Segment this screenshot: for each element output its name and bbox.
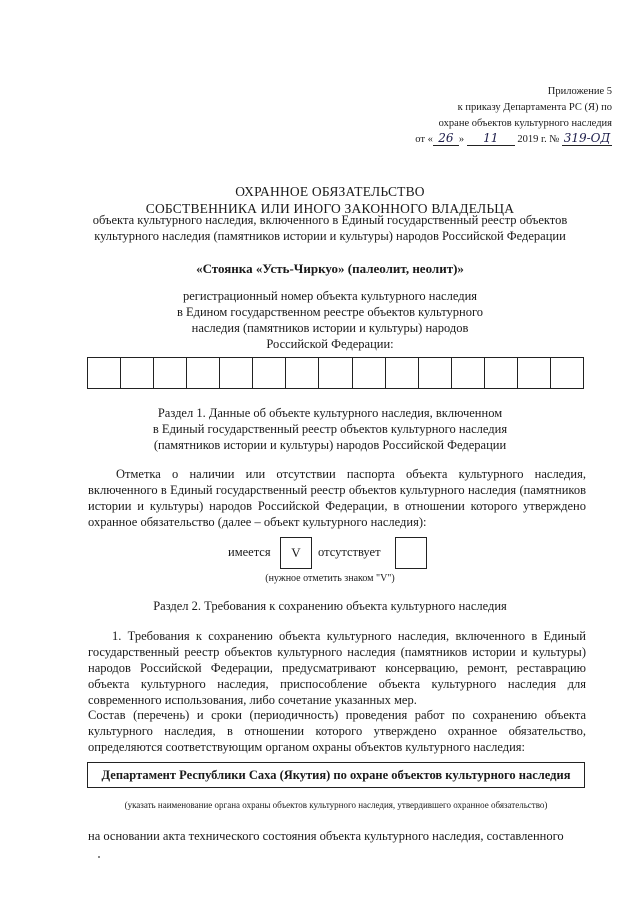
present-label: имеется (228, 545, 271, 559)
passport-paragraph: Отметка о наличии или отсутствии паспорта объекта культурного наследия, включенного в Единый государственный реестр объектов культурного наследия (памятников истории и культуры) народов Российской Федерации, в отношении которого утверждено охранное обязательство (далее – объект культурного наследия): (88, 467, 586, 529)
appendix-line-2: к приказу Департамента РС (Я) по (457, 102, 612, 113)
appendix-date-line (382, 132, 612, 148)
reg-digit-box[interactable] (121, 358, 154, 388)
date-year: 2019 г. № (517, 134, 560, 145)
absent-label: отсутствует (318, 545, 381, 559)
reg-digit-box[interactable] (154, 358, 187, 388)
registration-line-1: регистрационный номер объекта культурного наследия (182, 289, 478, 303)
registration-number-boxes[interactable] (87, 357, 584, 389)
date-month: 11 (467, 132, 515, 146)
reg-digit-box[interactable] (187, 358, 220, 388)
appendix-header (382, 84, 612, 148)
reg-digit-box[interactable] (286, 358, 319, 388)
title-line-1: ОХРАННОЕ ОБЯЗАТЕЛЬСТВО (235, 184, 425, 199)
registration-label (60, 288, 600, 352)
document-subtitle (60, 212, 600, 244)
reg-digit-box[interactable] (88, 358, 121, 388)
works-paragraph: Состав (перечень) и сроки (периодичность) проведения работ по сохранению объекта культурного наследия, в отношении которого утверждено охранное обязательство, определяются соответствующим органом охраны объектов культурного наследия: (88, 708, 586, 754)
object-name: «Стоянка «Усть-Чиркуо» (палеолит, неолит)» (196, 261, 464, 276)
date-day: 26 (433, 132, 459, 146)
reg-digit-box[interactable] (253, 358, 286, 388)
title-line-2: СОБСТВЕННИКА ИЛИ ИНОГО ЗАКОННОГО ВЛАДЕЛЬЦА (145, 201, 515, 216)
reg-digit-box[interactable] (518, 358, 551, 388)
department-field[interactable]: Департамент Республики Саха (Якутия) по охране объектов культурного наследия (87, 762, 585, 788)
date-number: 319-ОД (563, 131, 611, 145)
section-1-line-3: (памятников истории и культуры) народов Российской Федерации (153, 438, 507, 452)
basis-line: на основании акта технического состояния объекта культурного наследия, составленного (88, 829, 564, 843)
subtitle-line-1: объекта культурного наследия, включенного в Единый государственный реестр объектов (92, 213, 568, 227)
section-1-heading (60, 405, 600, 453)
appendix-line-1: Приложение 5 (547, 86, 612, 97)
registration-line-3: наследия (памятников истории и культуры) народов (191, 321, 469, 335)
reg-digit-box[interactable] (220, 358, 253, 388)
reg-digit-box[interactable] (485, 358, 518, 388)
date-prefix: от « (415, 134, 433, 145)
absent-checkbox[interactable] (395, 537, 427, 569)
subtitle-line-2: культурного наследия (памятников истории и культуры) народов Российской Федерации (94, 229, 566, 243)
reg-digit-box[interactable] (452, 358, 485, 388)
reg-digit-box[interactable] (419, 358, 452, 388)
checkbox-hint: (нужное отметить знаком "V") (265, 573, 395, 584)
reg-digit-box[interactable] (319, 358, 352, 388)
requirements-paragraph: 1. Требования к сохранению объекта культурного наследия, включенного в Единый государственный реестр объектов культурного наследия (памятников истории и культуры) народов Российской Федерации, предусматривают консервацию, ремонт, реставрацию объекта культурного наследия, приспособление объекта культурного наследия для современного использования, либо сочетание указанных мер. (88, 629, 586, 707)
reg-digit-box[interactable] (551, 358, 583, 388)
present-checkbox[interactable]: V (280, 537, 312, 569)
section-1-line-1: Раздел 1. Данные об объекте культурного наследия, включенном (157, 406, 503, 420)
passport-checkboxes (200, 537, 460, 571)
registration-line-2: в Едином государственном реестре объектов культурного (176, 305, 484, 319)
registration-line-4: Российской Федерации: (266, 337, 394, 351)
appendix-line-3: охране объектов культурного наследия (438, 118, 612, 129)
reg-digit-box[interactable] (353, 358, 386, 388)
department-hint: (указать наименование органа охраны объектов культурного наследия, утвердившего охранное обязательство) (124, 800, 548, 810)
reg-digit-box[interactable] (386, 358, 419, 388)
scan-speck (98, 856, 100, 858)
section-2-heading: Раздел 2. Требования к сохранению объекта культурного наследия (153, 599, 507, 613)
date-mid: » (458, 134, 465, 145)
section-1-line-2: в Единый государственный реестр объектов культурного наследия (152, 422, 508, 436)
